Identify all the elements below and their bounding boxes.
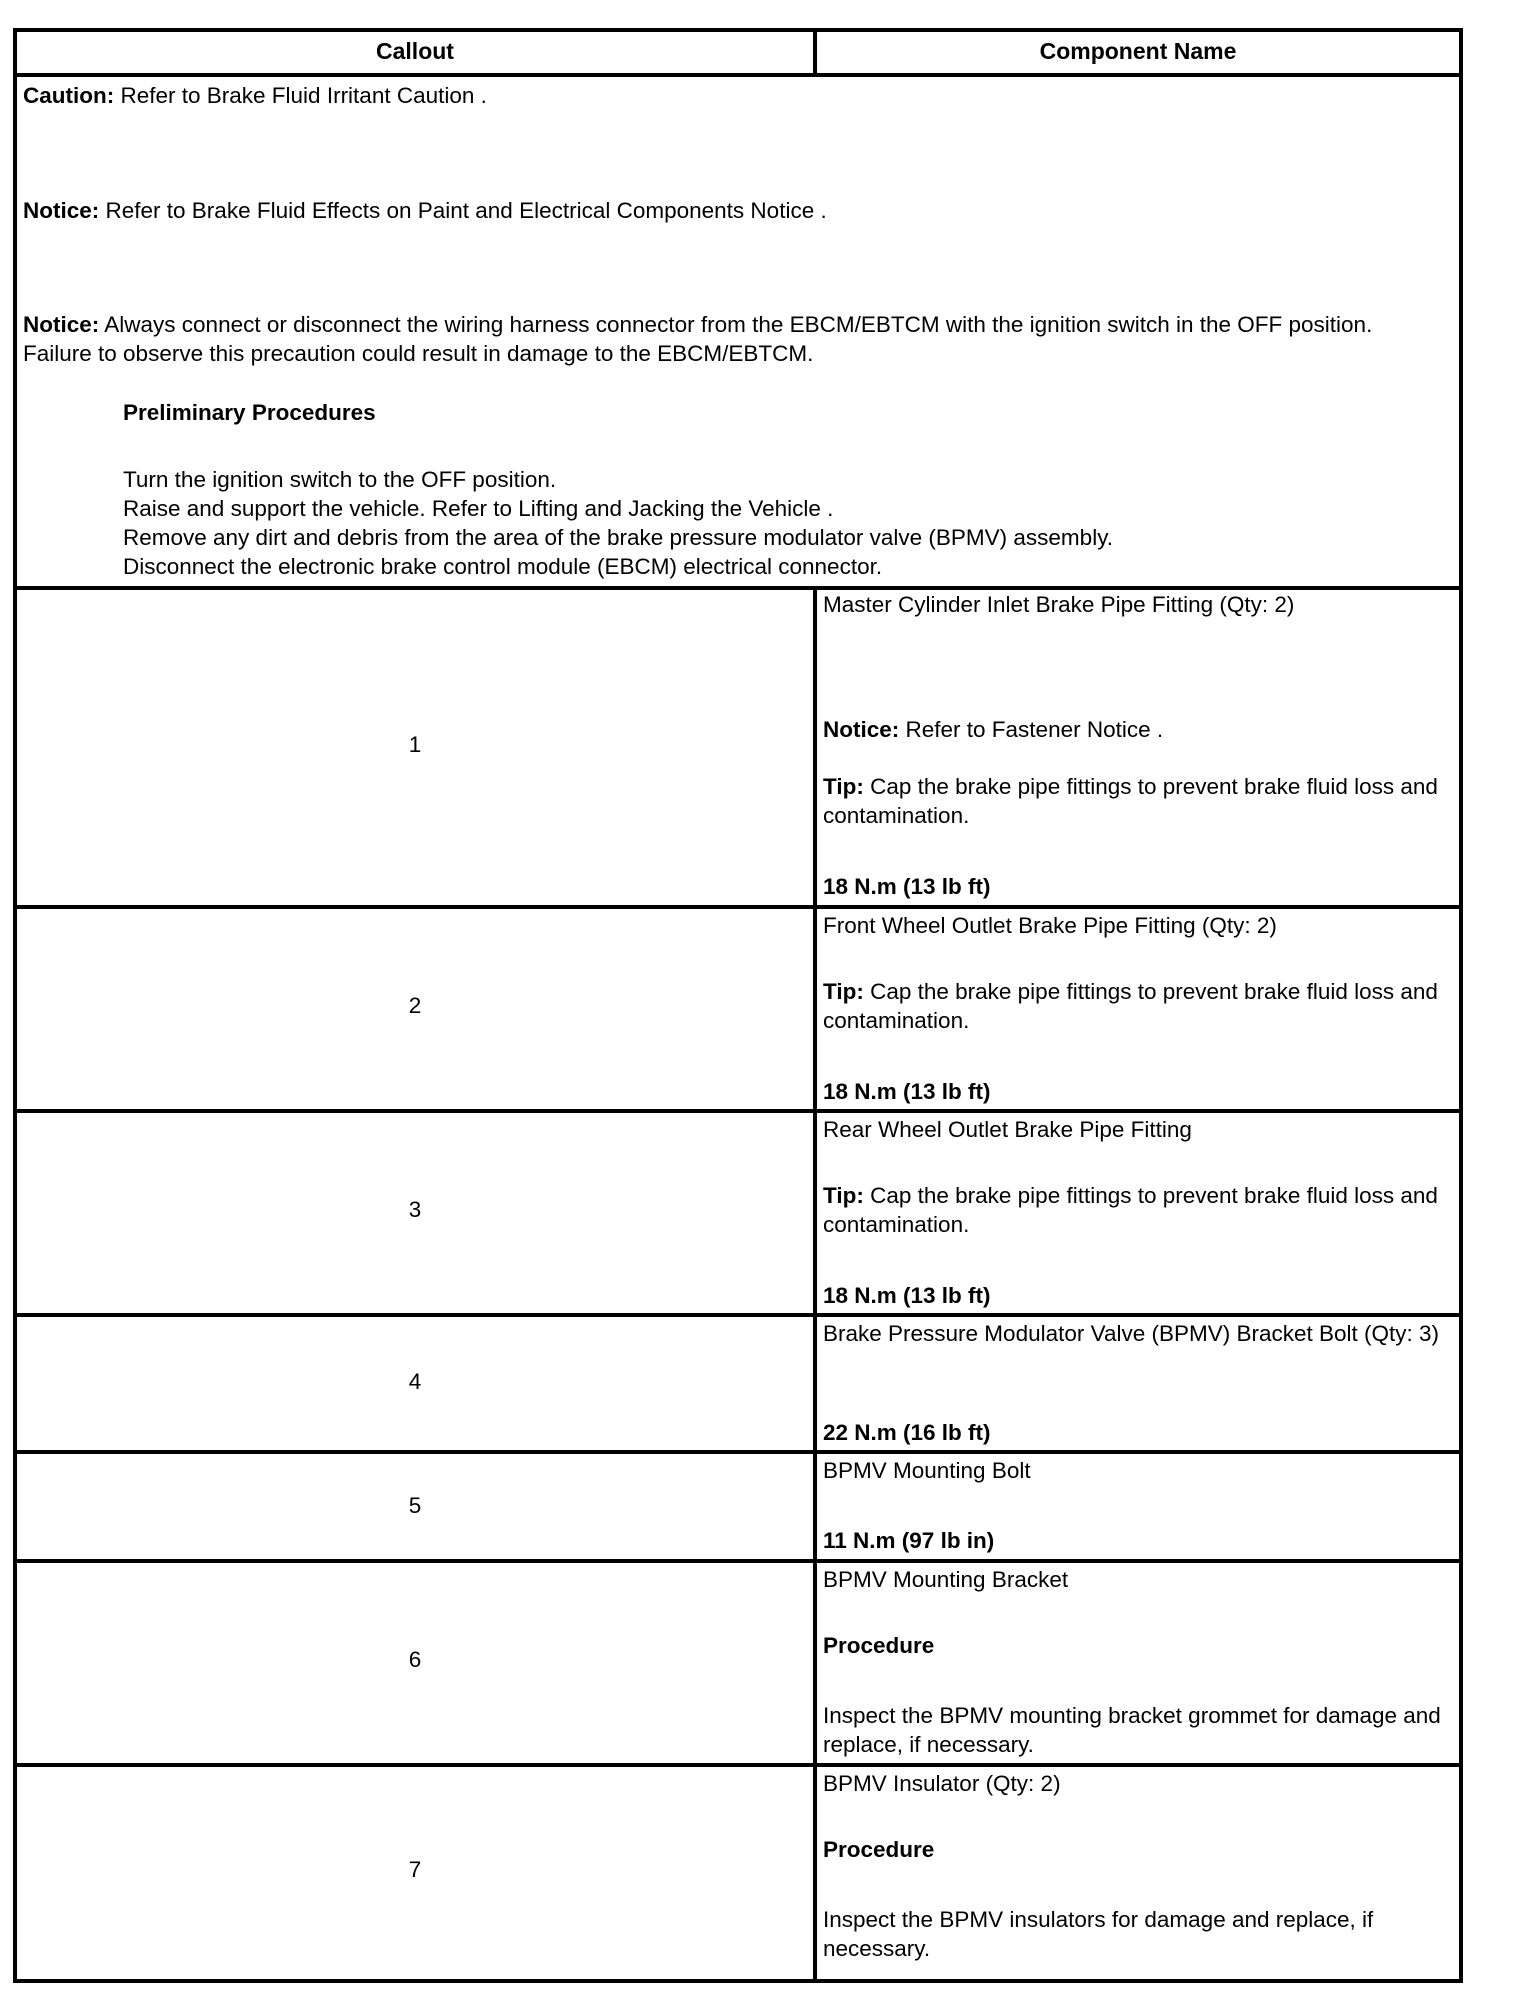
procedure-heading: Procedure — [823, 1633, 935, 1658]
tip-text: Tip: Cap the brake pipe fittings to prevent brake fluid loss and contamination. — [823, 774, 1438, 828]
callout-number: 3 — [408, 1197, 422, 1222]
callout-number: 7 — [408, 1857, 422, 1882]
procedure-table — [13, 28, 1463, 1983]
procedure-text: Inspect the BPMV insulators for damage and replace, if necessary. — [823, 1907, 1374, 1961]
procedure-heading: Procedure — [823, 1837, 935, 1862]
table-row — [17, 586, 1459, 905]
table-row — [17, 905, 1459, 1109]
callout-number: 1 — [408, 732, 422, 757]
component-name: BPMV Mounting Bracket — [823, 1567, 1069, 1592]
component-name: BPMV Mounting Bolt — [823, 1458, 1031, 1483]
component-name-header: Component Name — [1039, 38, 1237, 64]
callout-number: 5 — [408, 1493, 422, 1518]
table-row — [17, 1450, 1459, 1559]
callout-header: Callout — [376, 38, 454, 64]
table-row — [17, 1313, 1459, 1450]
tip-text: Tip: Cap the brake pipe fittings to prevent brake fluid loss and contamination. — [823, 1183, 1438, 1237]
table-header — [17, 32, 1459, 73]
torque-spec: 11 N.m (97 lb in) — [823, 1528, 995, 1553]
tip-text: Tip: Cap the brake pipe fittings to prevent brake fluid loss and contamination. — [823, 979, 1438, 1033]
notice-paint-text: Notice: Refer to Brake Fluid Effects on Paint and Electrical Components Notice . — [23, 198, 827, 223]
notice-text: Notice: Refer to Fastener Notice . — [823, 717, 1164, 742]
component-name: Brake Pressure Modulator Valve (BPMV) Bracket Bolt (Qty: 3) — [823, 1321, 1440, 1346]
step: Remove any dirt and debris from the area of the brake pressure modulator valve (BPMV) assembly. — [123, 525, 1114, 550]
component-name: BPMV Insulator (Qty: 2) — [823, 1771, 1061, 1796]
torque-spec: 22 N.m (16 lb ft) — [823, 1420, 991, 1445]
table-row — [17, 1109, 1459, 1313]
step: Raise and support the vehicle. Refer to Lifting and Jacking the Vehicle . — [123, 496, 834, 521]
intro-section — [17, 73, 1459, 586]
preliminary-steps — [23, 465, 1429, 581]
caution-text: Caution: Refer to Brake Fluid Irritant Caution . — [23, 83, 487, 108]
procedure-text: Inspect the BPMV mounting bracket grommet for damage and replace, if necessary. — [823, 1703, 1441, 1757]
step: Turn the ignition switch to the OFF position. — [123, 467, 557, 492]
callout-number: 4 — [408, 1369, 422, 1394]
torque-spec: 18 N.m (13 lb ft) — [823, 874, 991, 899]
table-row — [17, 1763, 1459, 1979]
notice-ebcm-text: Notice: Always connect or disconnect the wiring harness connector from the EBCM/EBTCM with the ignition switch in the OFF position. Failure to observe this precaution could result in damage to the EBCM/EBTCM. — [23, 312, 1373, 366]
component-name: Master Cylinder Inlet Brake Pipe Fitting (Qty: 2) — [823, 592, 1295, 617]
component-name: Front Wheel Outlet Brake Pipe Fitting (Qty: 2) — [823, 913, 1277, 938]
preliminary-procedures-heading: Preliminary Procedures — [123, 400, 376, 425]
table-row — [17, 1559, 1459, 1763]
step: Disconnect the electronic brake control module (EBCM) electrical connector. — [123, 554, 883, 579]
column-divider — [813, 32, 817, 73]
callout-number: 6 — [408, 1647, 422, 1672]
callout-number: 2 — [408, 993, 422, 1018]
component-name: Rear Wheel Outlet Brake Pipe Fitting — [823, 1117, 1192, 1142]
torque-spec: 18 N.m (13 lb ft) — [823, 1079, 991, 1104]
column-divider — [813, 586, 817, 1979]
torque-spec: 18 N.m (13 lb ft) — [823, 1283, 991, 1308]
